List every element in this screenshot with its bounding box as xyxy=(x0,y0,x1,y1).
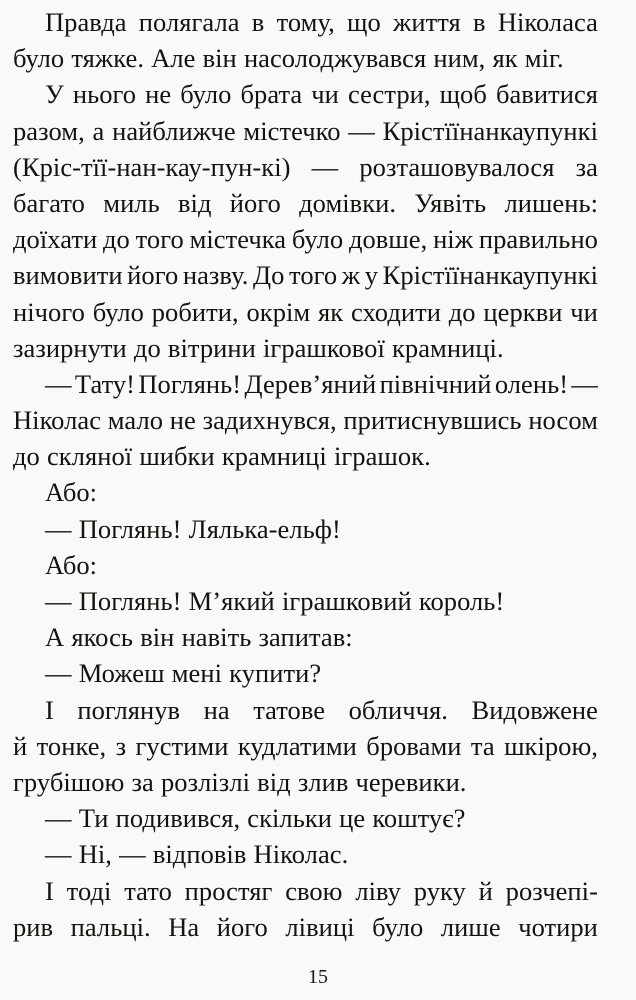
text-line xyxy=(13,511,598,547)
word: міг. xyxy=(524,43,564,74)
word: коштує? xyxy=(372,803,466,834)
text-line xyxy=(13,257,598,293)
word: Лялька-ельф! xyxy=(188,513,341,544)
word: Дерев’яний xyxy=(244,368,377,399)
word: бровами xyxy=(366,730,462,761)
text-line xyxy=(13,330,598,366)
word: Уявіть xyxy=(414,187,487,218)
text-line xyxy=(13,692,598,728)
word: злив xyxy=(297,766,349,797)
word: довше, xyxy=(348,224,428,255)
text-line xyxy=(13,873,598,909)
word: Поглянь! xyxy=(78,513,182,544)
word: — xyxy=(45,658,72,689)
word: — xyxy=(119,839,146,870)
word: правильно xyxy=(478,224,598,255)
word: доїхати xyxy=(13,224,98,255)
word: з xyxy=(115,730,127,761)
word: носом xyxy=(528,405,598,436)
word: робити, xyxy=(151,296,239,327)
word: олень! xyxy=(494,368,569,399)
word: північний xyxy=(379,368,492,399)
word: Правда xyxy=(45,7,127,37)
word: крамниці. xyxy=(392,332,504,363)
word: того xyxy=(135,224,184,255)
word: домівки. xyxy=(299,187,397,218)
word: розлізлі xyxy=(161,766,251,797)
word: У xyxy=(45,79,64,110)
word: полягала xyxy=(138,7,240,37)
word: Ніколас xyxy=(13,405,102,436)
word: Можеш xyxy=(78,658,165,689)
word: черевики. xyxy=(355,766,467,797)
word: найближче xyxy=(112,115,236,146)
word: як xyxy=(492,43,518,74)
word: притиснувшись xyxy=(343,405,522,436)
word: задихнувся, xyxy=(202,405,337,436)
word: шкірою, xyxy=(504,730,598,761)
word: кудлатими xyxy=(237,730,357,761)
word: — xyxy=(311,151,339,182)
word: А xyxy=(45,622,65,653)
word: вітрини xyxy=(167,332,256,363)
word: він xyxy=(202,43,237,74)
word: чи xyxy=(311,79,339,110)
text-line xyxy=(13,113,598,149)
word: лише xyxy=(440,911,501,942)
word: тоді xyxy=(66,875,112,906)
word: іграшковий xyxy=(281,586,412,616)
text-line xyxy=(13,583,598,619)
text-line xyxy=(13,836,598,872)
word: за xyxy=(575,151,598,182)
word: — xyxy=(45,803,72,834)
word: крамниці xyxy=(221,441,327,472)
word: того xyxy=(289,260,338,291)
word: (Кріс-тїї-нан-кау-пун-кі) xyxy=(13,151,291,182)
text-line xyxy=(13,149,598,185)
word: до xyxy=(133,332,161,363)
word: Видовжене xyxy=(471,694,598,725)
word: брата xyxy=(240,79,303,110)
word: Поглянь! xyxy=(138,368,242,399)
word: зазирнути xyxy=(13,332,127,363)
word: мало xyxy=(107,405,164,436)
word: нього xyxy=(72,79,137,110)
word: не xyxy=(145,79,172,110)
word: церкви xyxy=(483,296,563,327)
word: король! xyxy=(418,586,505,616)
word: до xyxy=(448,296,476,327)
word: містечко xyxy=(243,115,341,146)
word: та xyxy=(470,730,495,761)
word: як xyxy=(318,296,344,327)
word: це xyxy=(339,803,366,834)
word: бавитися xyxy=(495,79,598,110)
word: від xyxy=(177,187,212,218)
word: розташовувалося xyxy=(359,151,555,182)
word: насолоджувався xyxy=(243,43,427,74)
word: за xyxy=(131,766,154,797)
page-text-block xyxy=(13,4,598,945)
word: окрім xyxy=(246,296,311,327)
word: іграшкової xyxy=(262,332,385,363)
word: тонке, xyxy=(36,730,107,761)
word: було xyxy=(180,79,232,110)
word: ліву xyxy=(355,875,401,906)
text-line xyxy=(13,655,598,691)
word: містечка xyxy=(189,224,287,255)
word: поглянув xyxy=(77,694,181,725)
word: на xyxy=(203,694,230,725)
word: ним, xyxy=(433,43,486,74)
word: пальці. xyxy=(70,911,151,942)
word: Але xyxy=(151,43,196,74)
word: нічого xyxy=(13,296,85,327)
word: його xyxy=(229,187,281,218)
word: було xyxy=(291,224,344,255)
word: іграшок. xyxy=(333,441,431,472)
word: шибки xyxy=(139,441,215,472)
text-line xyxy=(13,185,598,221)
text-line xyxy=(13,294,598,330)
word: тому, xyxy=(276,7,335,37)
text-line xyxy=(13,909,598,945)
word: татове xyxy=(253,694,326,725)
word: він xyxy=(140,622,175,653)
text-line xyxy=(13,76,598,112)
text-line xyxy=(13,366,598,402)
page-number: 15 xyxy=(308,966,328,988)
word: — xyxy=(348,115,375,146)
word: було xyxy=(13,43,65,74)
word: І xyxy=(45,694,54,725)
text-line xyxy=(13,221,598,257)
text-line xyxy=(13,547,598,583)
word: чи xyxy=(570,296,598,327)
word: — xyxy=(45,839,72,870)
word: скляної xyxy=(46,441,133,472)
word: було xyxy=(92,296,144,327)
word: простяг xyxy=(184,875,273,906)
text-line xyxy=(13,4,598,40)
word: Ніколас. xyxy=(253,839,349,870)
text-line xyxy=(13,402,598,438)
word: до xyxy=(102,224,130,255)
text-line xyxy=(13,764,598,800)
word: Поглянь! xyxy=(78,586,182,616)
word: Або: xyxy=(45,549,98,580)
word: Ти xyxy=(78,803,109,834)
word: до xyxy=(13,441,40,472)
word: в xyxy=(251,7,265,37)
word: що xyxy=(347,7,381,37)
word: свою xyxy=(285,875,343,906)
text-line xyxy=(13,800,598,836)
word: обличчя. xyxy=(348,694,448,725)
word: — xyxy=(571,368,598,399)
word: життя xyxy=(393,7,461,37)
word: ніж xyxy=(433,224,474,255)
word: навіть xyxy=(181,622,252,653)
word: й xyxy=(478,875,493,906)
word: його xyxy=(127,260,179,291)
word: скільки xyxy=(247,803,332,834)
word: Ні, xyxy=(78,839,112,870)
word: разом, xyxy=(13,115,85,146)
text-line xyxy=(13,474,598,510)
text-line xyxy=(13,438,598,474)
word: ж xyxy=(341,260,361,291)
word: вимовити xyxy=(13,260,123,291)
word: й xyxy=(13,730,28,761)
word: рив xyxy=(13,911,54,942)
word: мені xyxy=(171,658,222,689)
word: розчепі- xyxy=(505,875,598,906)
word: щоб xyxy=(439,79,487,110)
word: лівиці xyxy=(285,911,355,942)
word: у xyxy=(364,260,379,291)
word: від xyxy=(257,766,291,797)
word: сходити xyxy=(351,296,441,327)
word: — xyxy=(45,586,72,616)
word: купити? xyxy=(229,658,322,689)
word: відповів xyxy=(152,839,247,870)
word: його xyxy=(216,911,268,942)
word: грубішою xyxy=(13,766,125,797)
word: Крістїїнанкаупункі xyxy=(382,260,598,291)
word: На xyxy=(168,911,200,942)
word: якось xyxy=(71,622,134,653)
word: миль xyxy=(103,187,160,218)
word: назву. xyxy=(182,260,249,291)
word: в xyxy=(473,7,486,37)
word: подивився, xyxy=(115,803,241,834)
word: багато xyxy=(13,187,85,218)
word: тато xyxy=(124,875,172,906)
word: Тату! xyxy=(74,368,136,399)
word: І xyxy=(45,875,54,906)
word: М’який xyxy=(188,586,275,616)
word: Або: xyxy=(45,477,98,508)
word: чотири xyxy=(518,911,598,942)
word: Ніколаса xyxy=(497,7,598,37)
word: Крістїїнанкаупункі xyxy=(382,115,598,146)
word: — xyxy=(45,368,72,399)
word: не xyxy=(169,405,196,436)
word: тяжке. xyxy=(71,43,145,74)
word: руку xyxy=(413,875,466,906)
word: густими xyxy=(135,730,229,761)
text-line xyxy=(13,619,598,655)
word: було xyxy=(372,911,424,942)
word: а xyxy=(92,115,105,146)
word: сестри, xyxy=(347,79,431,110)
word: запитав: xyxy=(258,622,353,653)
word: — xyxy=(45,513,72,544)
text-line xyxy=(13,40,598,76)
word: лишень: xyxy=(504,187,598,218)
word: До xyxy=(253,260,285,291)
text-line xyxy=(13,728,598,764)
